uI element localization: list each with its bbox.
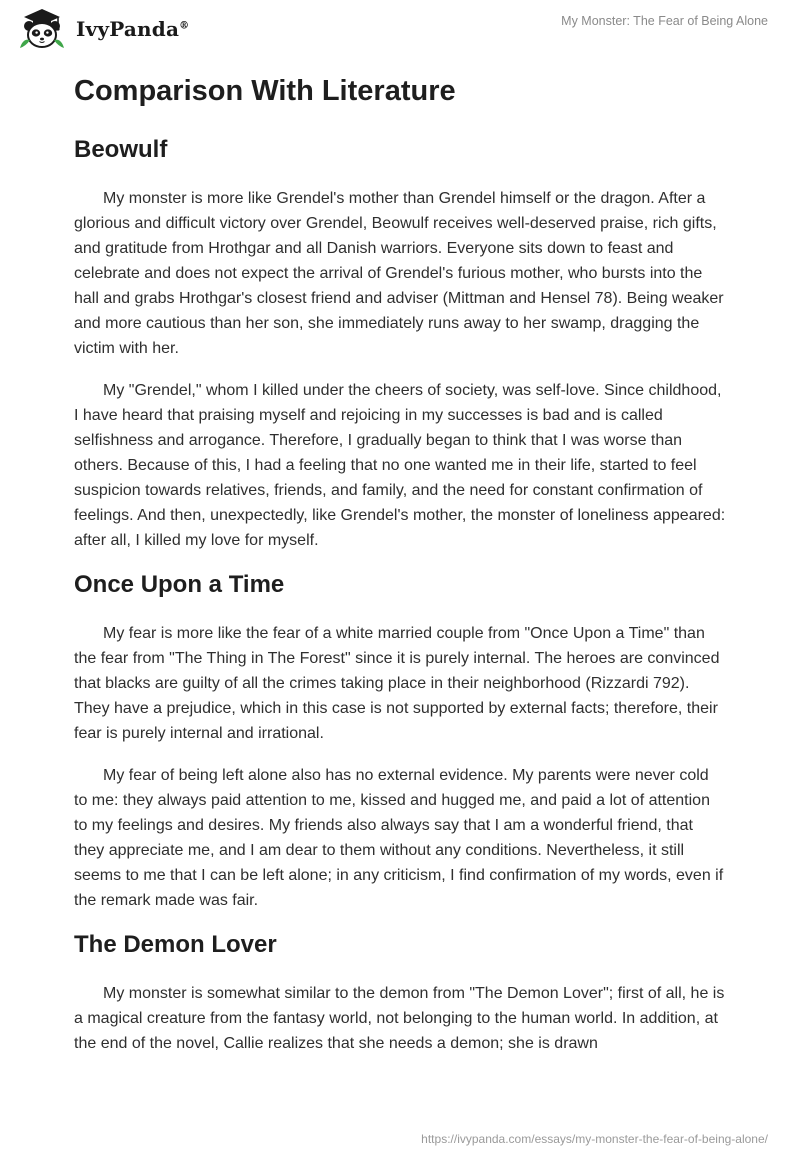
page-header [0, 0, 800, 60]
section-heading-the-demon-lover: The Demon Lover [74, 931, 277, 958]
essay-content [74, 68, 726, 1056]
paragraph: My fear is more like the fear of a white married couple from "Once Upon a Time" than the fear from "The Thing in The Forest" since it is purely internal. The heroes are convinced that blacks are guilty of all the crimes taking place in their neighborhood (Rizzardi 792). They have a prejudice, which in this case is not supported by external facts; therefore, their fear is purely internal and irrational. [74, 625, 720, 742]
site-logo[interactable] [14, 8, 189, 50]
document-title: My Monster: The Fear of Being Alone [561, 14, 768, 28]
section-heading-once-upon-a-time: Once Upon a Time [74, 571, 285, 598]
paragraph: My "Grendel," whom I killed under the cheers of society, was self-love. Since childhood, I have heard that praising myself and rejoicing in my successes is bad and is called selfishness and arrogance. Therefore, I gradually began to think that I was worse than others. Because of this, I had a feeling that no one wanted me in their life, started to feel suspicion towards relatives, friends, and family, and the need for constant confirmation of feelings. And then, unexpectedly, like Grendel's mother, the monster of loneliness appeared: after all, I killed my love for myself. [74, 382, 726, 549]
page-title: Comparison With Literature [74, 75, 456, 107]
source-url[interactable]: https://ivypanda.com/essays/my-monster-the-fear-of-being-alone/ [421, 1132, 768, 1146]
paragraph: My monster is somewhat similar to the demon from "The Demon Lover"; first of all, he is a magical creature from the fantasy world, not belonging to the human world. In addition, at the end of the novel, Callie realizes that she needs a demon; she is drawn [74, 985, 725, 1052]
paragraph: My monster is more like Grendel's mother than Grendel himself or the dragon. After a glorious and difficult victory over Grendel, Beowulf receives well-deserved praise, rich gifts, and gratitude from Hrothgar and all Danish warriors. Everyone sits down to feast and celebrate and does not expect the arrival of Grendel's furious mother, who bursts into the hall and grabs Hrothgar's closest friend and adviser (Mittman and Hensel 78). Being weaker and more cautious than her son, she immediately runs away to her swamp, dragging the victim with her. [74, 190, 724, 357]
panda-logo-icon [14, 8, 70, 50]
section-heading-beowulf: Beowulf [74, 136, 168, 163]
logo-text: IvyPanda® [76, 17, 190, 41]
paragraph: My fear of being left alone also has no external evidence. My parents were never cold to me: they always paid attention to me, kissed and hugged me, and paid a lot of attention to my feelings and desires. My friends also always say that I am a wonderful friend, that they appreciate me, and I am dear to them without any conditions. Nevertheless, it still seems to me that I can be left alone; in any criticism, I find confirmation of my words, even if the remark made was fair. [74, 767, 724, 909]
